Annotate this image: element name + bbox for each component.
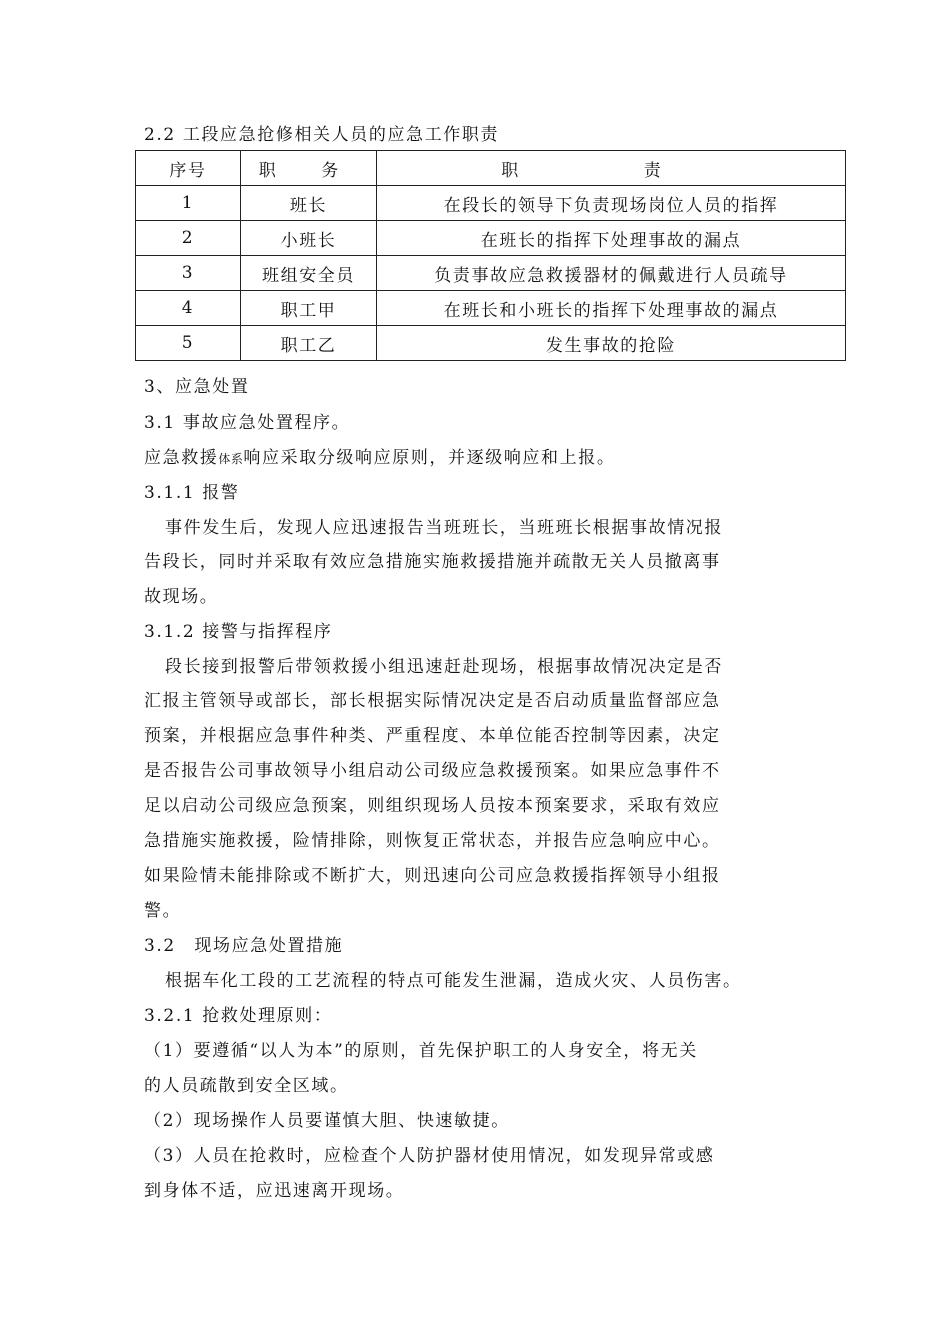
section-3-1-1-heading: 3.1.1 报警 <box>144 483 240 503</box>
header-duty: 职 责 <box>377 151 846 186</box>
cell-role: 班长 <box>241 186 377 221</box>
paragraph-line: 足以启动公司级应急预案，则组织现场人员按本预案要求，采取有效应 <box>144 796 721 816</box>
section-2-2-heading: 2.2 工段应急抢修相关人员的应急工作职责 <box>144 125 500 145</box>
paragraph-line: 根据车化工段的工艺流程的特点可能发生泄漏，造成火灾、人员伤害。 <box>165 971 742 991</box>
paragraph-text: 响应采取分级响应原则，并逐级响应和上报。 <box>243 448 616 468</box>
paragraph-line: 是否报告公司事故领导小组启动公司级应急救援预案。如果应急事件不 <box>144 761 721 781</box>
paragraph-line: 告段长，同时并采取有效应急措施实施救援措施并疏散无关人员撤离事 <box>144 552 721 572</box>
paragraph-line: 的人员疏散到安全区域。 <box>144 1076 349 1096</box>
cell-no: 1 <box>136 186 241 221</box>
paragraph-line: （2）现场操作人员要谨慎大胆、快速敏捷。 <box>144 1111 510 1131</box>
paragraph-line: 事件发生后，发现人应迅速报告当班班长，当班班长根据事故情况报 <box>165 518 723 538</box>
cell-role: 职工乙 <box>241 326 377 361</box>
cell-duty: 在班长和小班长的指挥下处理事故的漏点 <box>377 291 846 326</box>
cell-duty: 在班长的指挥下处理事故的漏点 <box>377 221 846 256</box>
section-3-1-2-heading: 3.1.2 接警与指挥程序 <box>144 622 333 642</box>
paragraph-line: 如果险情未能排除或不断扩大，则迅速向公司应急救援指挥领导小组报 <box>144 866 721 886</box>
table-row <box>136 221 846 256</box>
section-3-1-heading: 3.1 事故应急处置程序。 <box>144 413 351 433</box>
section-3-2-1-heading: 3.2.1 抢救处理原则： <box>144 1006 333 1026</box>
cell-role: 职工甲 <box>241 291 377 326</box>
paragraph-line: 段长接到报警后带领救援小组迅速赶赴现场，根据事故情况决定是否 <box>165 657 723 677</box>
small-inline-text: 体系 <box>218 452 244 466</box>
cell-duty: 发生事故的抢险 <box>377 326 846 361</box>
paragraph-text: 应急救援 <box>144 448 219 468</box>
cell-role: 小班长 <box>241 221 377 256</box>
header-no: 序号 <box>136 151 241 186</box>
paragraph-line: 警。 <box>144 901 182 921</box>
paragraph-line: 到身体不适，应迅速离开现场。 <box>144 1181 405 1201</box>
paragraph-line: （3）人员在抢救时，应检查个人防护器材使用情况，如发现异常或感 <box>144 1146 715 1166</box>
table-row <box>136 256 846 291</box>
paragraph-line: （1）要遵循“以人为本”的原则，首先保护职工的人身安全，将无关 <box>144 1041 698 1061</box>
cell-no: 3 <box>136 256 241 291</box>
section-3-heading: 3、应急处置 <box>144 377 250 397</box>
cell-role: 班组安全员 <box>241 256 377 291</box>
cell-no: 2 <box>136 221 241 256</box>
cell-no: 4 <box>136 291 241 326</box>
table-row <box>136 326 846 361</box>
paragraph-line: 汇报主管领导或部长，部长根据实际情况决定是否启动质量监督部应急 <box>144 691 721 711</box>
duty-table <box>135 150 846 361</box>
cell-duty: 负责事故应急救援器材的佩戴进行人员疏导 <box>377 256 846 291</box>
cell-duty: 在段长的领导下负责现场岗位人员的指挥 <box>377 186 846 221</box>
table-header-row <box>136 151 846 186</box>
paragraph-line: 急措施实施救援，险情排除，则恢复正常状态，并报告应急响应中心。 <box>144 831 721 851</box>
table-row <box>136 186 846 221</box>
cell-no: 5 <box>136 326 241 361</box>
section-3-2-heading: 3.2 现场应急处置措施 <box>144 936 344 956</box>
section-3-1-paragraph <box>144 447 615 470</box>
paragraph-line: 故现场。 <box>144 587 219 607</box>
table-row <box>136 291 846 326</box>
paragraph-line: 预案，并根据应急事件种类、严重程度、本单位能否控制等因素，决定 <box>144 726 721 746</box>
header-role: 职 务 <box>241 151 377 186</box>
